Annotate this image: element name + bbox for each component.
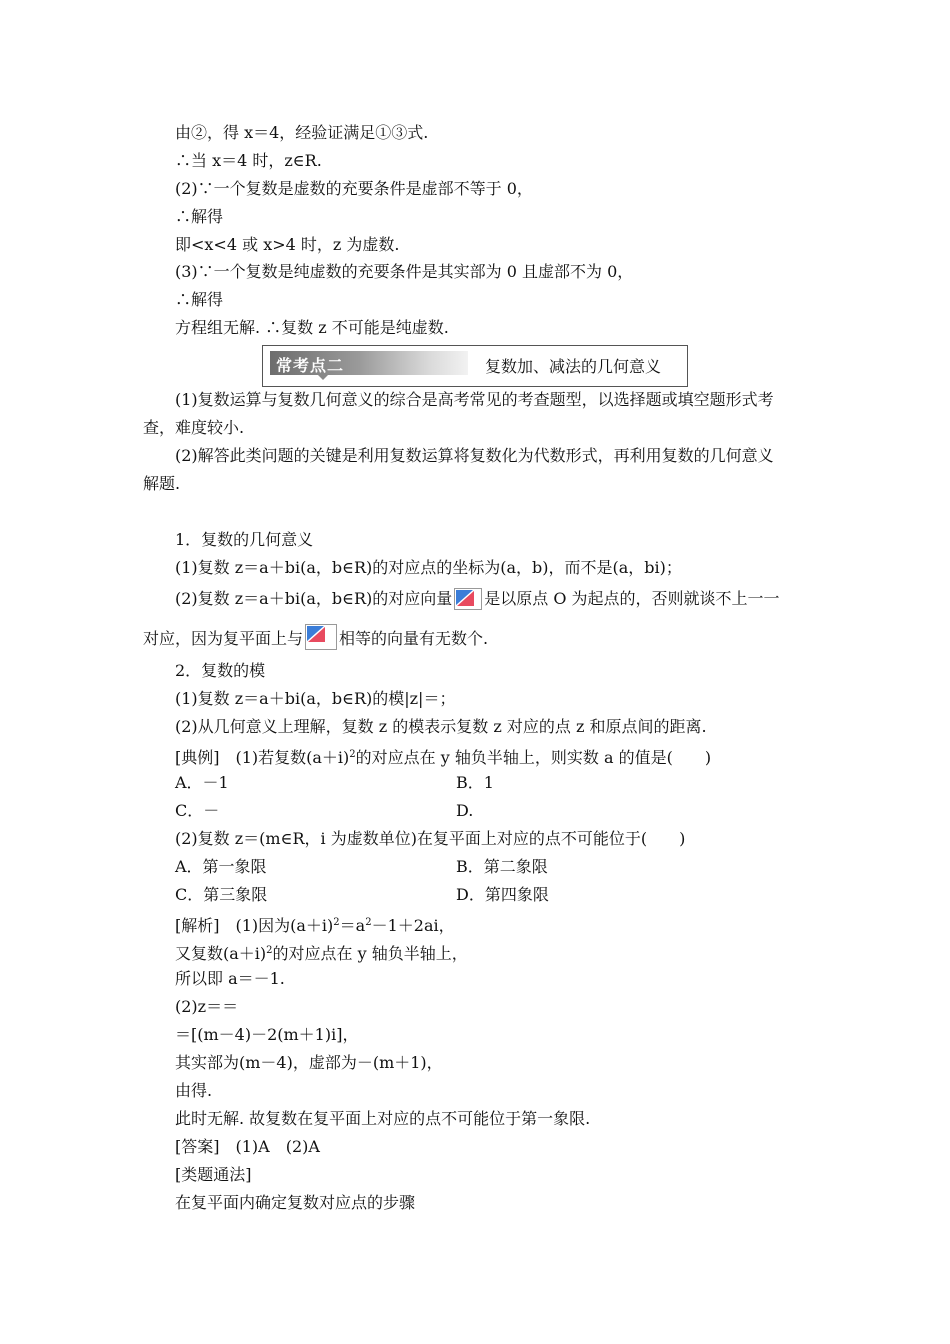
banner-title: 复数加、减法的几何意义 — [485, 357, 662, 376]
solution-1-sup: 2 — [333, 917, 340, 928]
intro-p1b: 查，难度较小. — [143, 418, 245, 437]
solution-1-mid: ＝a — [339, 916, 366, 935]
line-4: ∴解得 — [175, 207, 224, 226]
section1-heading: 1．复数的几何意义 — [175, 530, 314, 549]
example-q1-pre: [典例] (1)若复数(a＋i) — [175, 748, 350, 767]
q2-option-d: D．第四象限 — [456, 885, 549, 904]
answer: [答案] (1)A (2)A — [175, 1137, 320, 1156]
solution-8: 此时无解. 故复数在复平面上对应的点不可能位于第一象限. — [175, 1109, 591, 1128]
section1-b — [175, 588, 780, 610]
option-b: B．1 — [456, 773, 494, 792]
example-q1-post: 的对应点在 y 轴负半轴上，则实数 a 的值是( ) — [355, 748, 712, 767]
example-q1-sup: 2 — [349, 749, 356, 760]
section1-b-text2: 是以原点 O 为起点的，否则就谈不上一一 — [484, 589, 780, 608]
section2-heading: 2．复数的模 — [175, 661, 266, 680]
line-7: ∴解得 — [175, 290, 224, 309]
solution-1 — [175, 913, 455, 936]
line-5: 即<x<4 或 x>4 时，z 为虚数. — [175, 235, 400, 254]
solution-1-pre: [解析] (1)因为(a＋i) — [175, 916, 334, 935]
vector-image-icon — [305, 624, 337, 650]
section1-c — [143, 624, 488, 650]
solution-6: 其实部为(m－4)，虚部为－(m＋1)， — [175, 1053, 443, 1072]
section2-a: (1)复数 z＝a＋bi(a，b∈R)的模|z|＝； — [175, 689, 456, 708]
solution-4: (2)z＝＝ — [175, 997, 239, 1016]
example-q1 — [175, 745, 711, 768]
banner-tag — [270, 351, 468, 375]
line-2: ∴当 x＝4 时，z∈R. — [175, 151, 322, 170]
line-3: (2)∵一个复数是虚数的充要条件是虚部不等于 0， — [175, 179, 533, 198]
section2-b: (2)从几何意义上理解，复数 z 的模表示复数 z 对应的点 z 和原点间的距离. — [175, 717, 707, 736]
q2-option-b: B．第二象限 — [456, 857, 548, 876]
method-text: 在复平面内确定复数对应点的步骤 — [175, 1193, 416, 1212]
solution-2-pre: 又复数(a＋i) — [175, 944, 267, 963]
solution-7: 由得. — [175, 1081, 213, 1100]
solution-2-sup: 2 — [266, 945, 273, 956]
line-1: 由②，得 x＝4，经验证满足①③式. — [175, 123, 429, 142]
option-c: C．－ — [175, 801, 220, 820]
solution-1-sup2: 2 — [365, 917, 372, 928]
solution-3: 所以即 a＝－1. — [175, 969, 285, 988]
section1-c-text2: 相等的向量有无数个. — [339, 629, 489, 648]
intro-p2a: (2)解答此类问题的关键是利用复数运算将复数化为代数形式，再利用复数的几何意义 — [175, 446, 774, 465]
q2-option-a: A．第一象限 — [175, 857, 267, 876]
section1-a: (1)复数 z＝a＋bi(a，b∈R)的对应点的坐标为(a，b)，而不是(a，bi)； — [175, 558, 682, 577]
banner-notch — [318, 375, 328, 380]
q2-option-c: C．第三象限 — [175, 885, 268, 904]
intro-p1a: (1)复数运算与复数几何意义的综合是高考常见的考查题型，以选择题或填空题形式考 — [175, 390, 774, 409]
section1-b-text1: (2)复数 z＝a＋bi(a，b∈R)的对应向量 — [175, 589, 453, 608]
solution-2 — [175, 941, 468, 964]
option-d: D. — [456, 801, 474, 820]
line-6: (3)∵一个复数是纯虚数的充要条件是其实部为 0 且虚部不为 0， — [175, 262, 634, 281]
solution-1-post: －1＋2ai， — [371, 916, 455, 935]
example-q2: (2)复数 z＝(m∈R，i 为虚数单位)在复平面上对应的点不可能位于( ) — [175, 829, 686, 848]
intro-p2b: 解题. — [143, 474, 181, 493]
solution-2-post: 的对应点在 y 轴负半轴上， — [272, 944, 468, 963]
vector-image-icon — [454, 588, 482, 610]
solution-5: ＝[(m－4)－2(m＋1)i]， — [175, 1025, 359, 1044]
method-heading: [类题通法] — [175, 1165, 252, 1184]
line-8: 方程组无解. ∴复数 z 不可能是纯虚数. — [175, 318, 449, 337]
option-a: A．－1 — [175, 773, 229, 792]
section-banner — [262, 345, 688, 387]
banner-tag-label: 常考点二 — [276, 356, 345, 375]
section1-c-text1: 对应，因为复平面上与 — [143, 629, 304, 648]
